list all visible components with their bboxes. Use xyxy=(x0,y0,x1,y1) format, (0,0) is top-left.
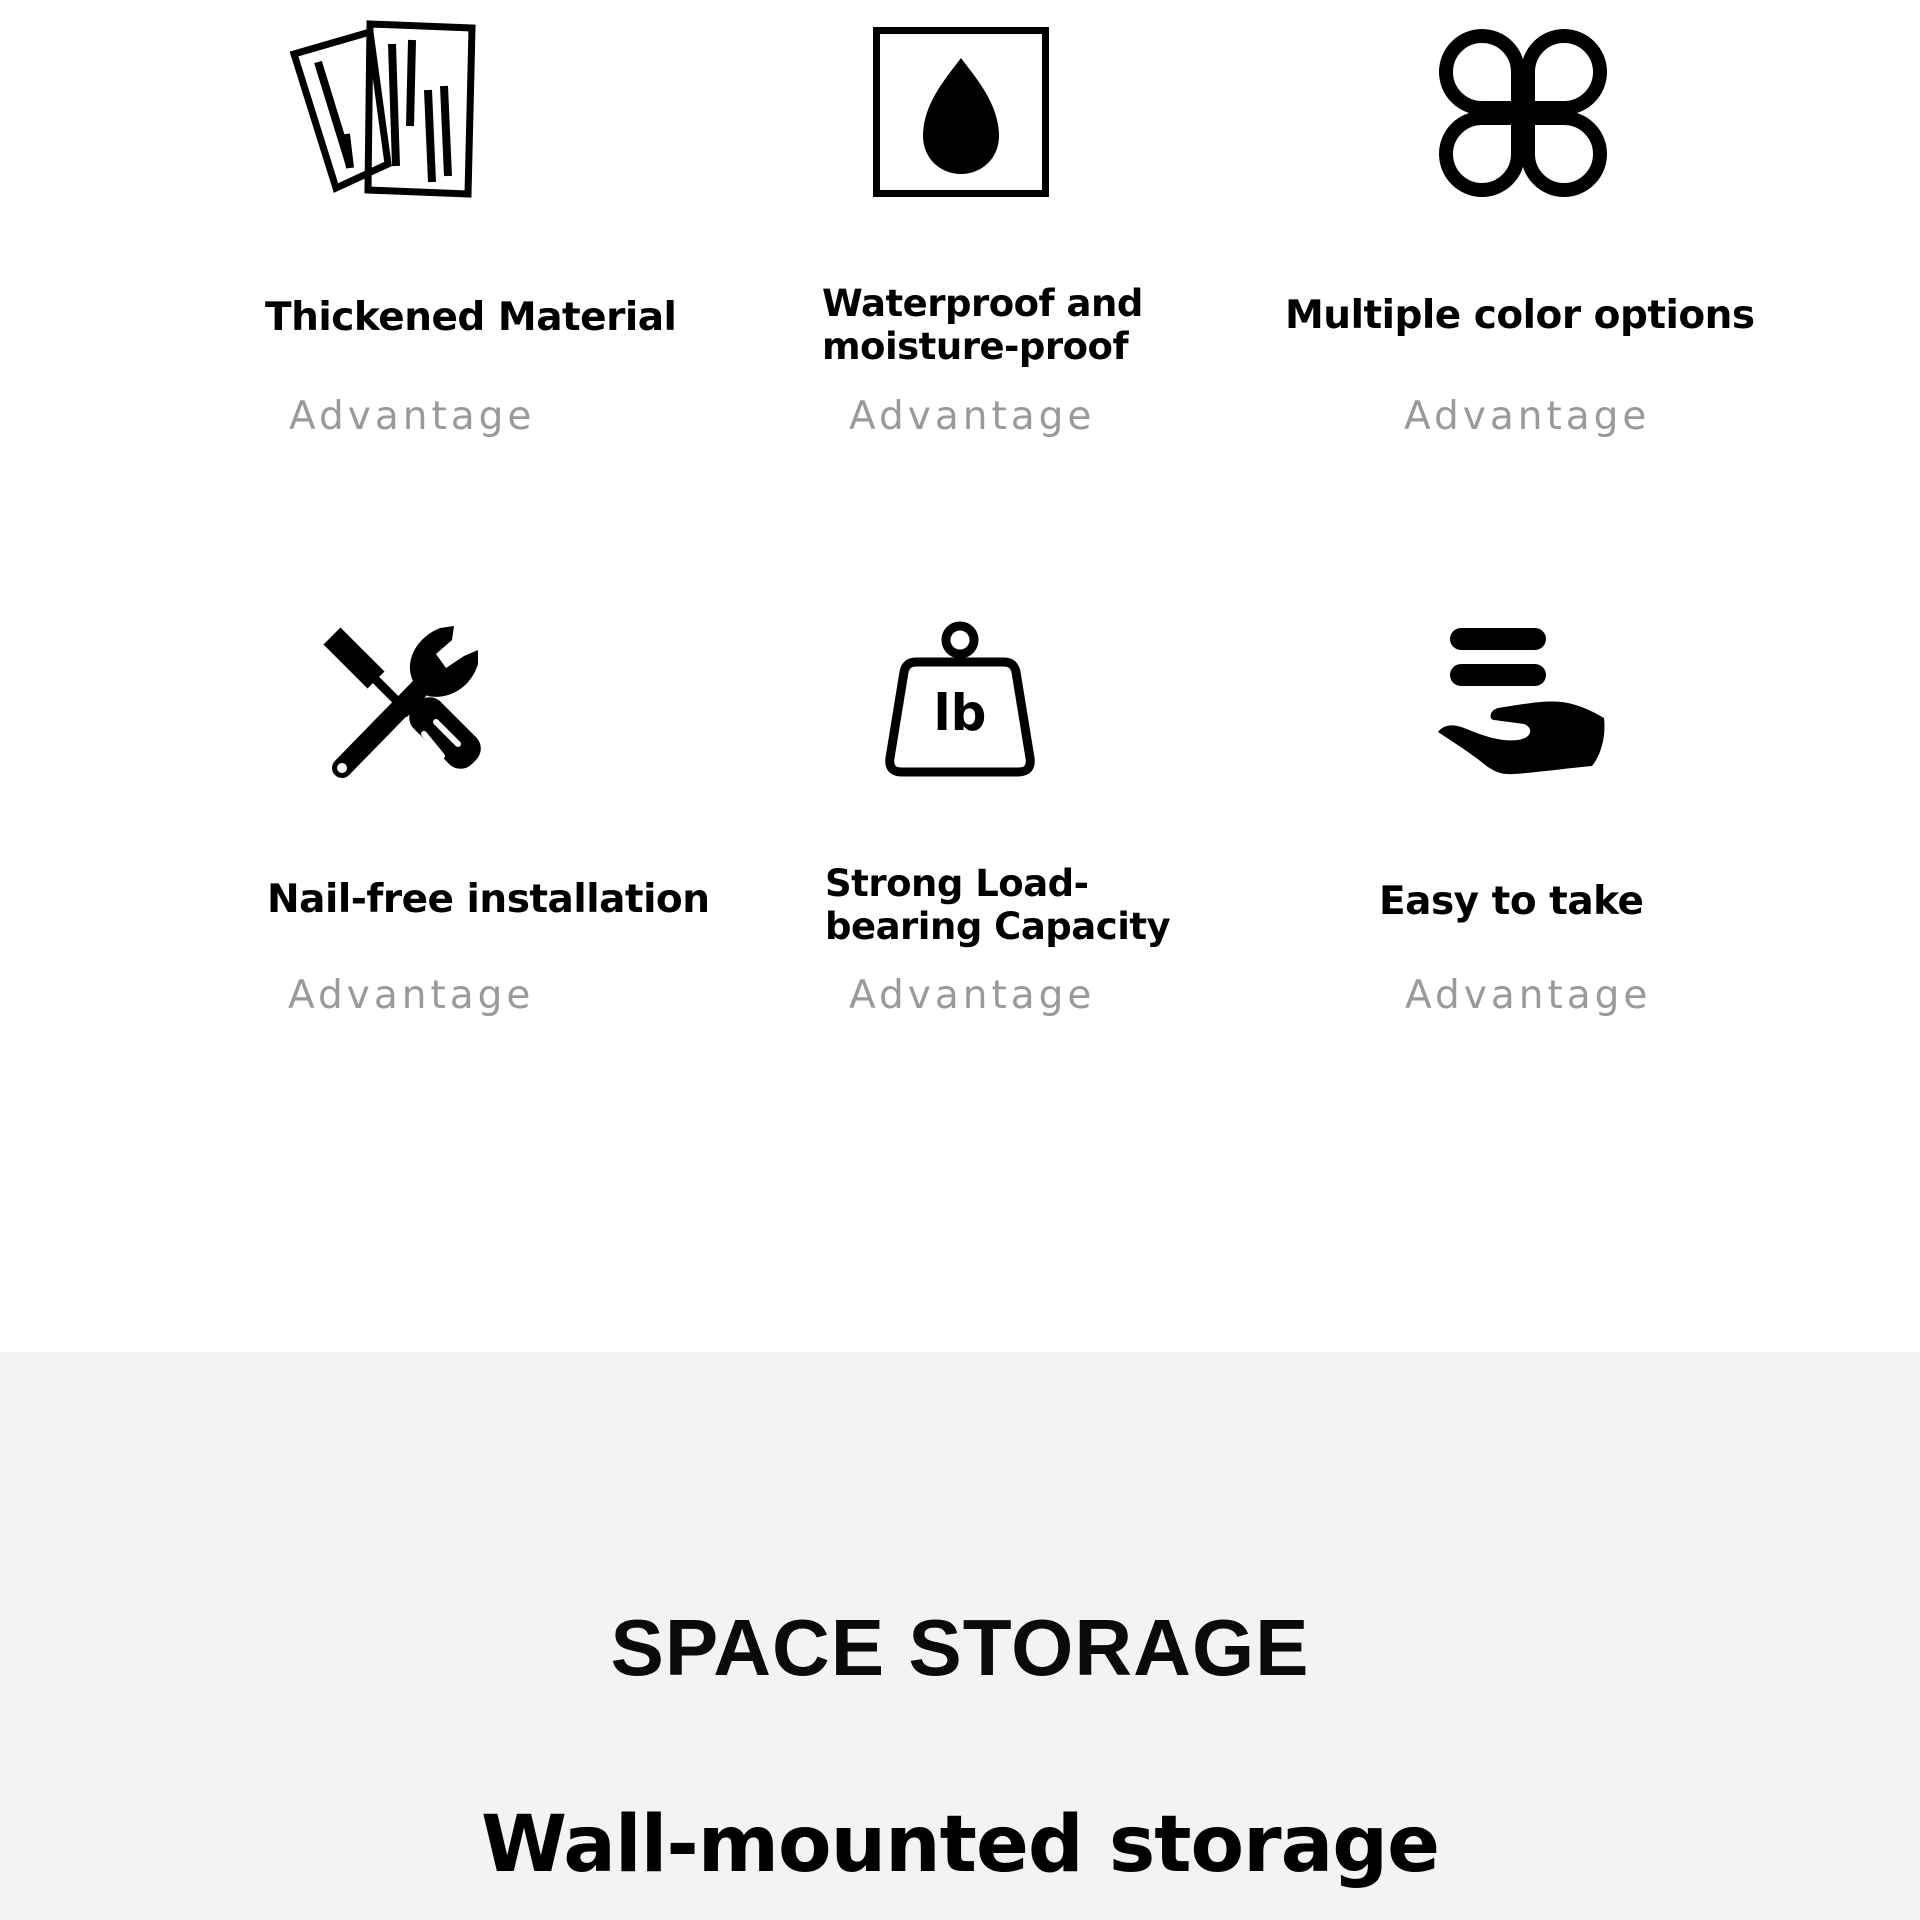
feature-title: Easy to take xyxy=(1379,879,1644,924)
section-subheading: Wall-mounted storage xyxy=(481,1800,1439,1890)
weight-lb-icon xyxy=(884,618,1036,778)
feature-subtitle: Advantage xyxy=(849,973,1096,1018)
hand-icon xyxy=(1434,624,1608,776)
feature-title: Thickened Material xyxy=(265,295,677,340)
feature-subtitle: Advantage xyxy=(1404,394,1651,439)
feature-title: Waterproof and moisture-proof xyxy=(822,282,1143,368)
feature-subtitle: Advantage xyxy=(849,394,1096,439)
section-heading: SPACE STORAGE xyxy=(610,1603,1310,1692)
feature-subtitle: Advantage xyxy=(289,394,536,439)
feature-subtitle: Advantage xyxy=(1405,973,1652,1018)
water-drop-icon xyxy=(872,26,1050,198)
tools-icon xyxy=(318,616,490,782)
boards-icon xyxy=(288,18,480,200)
feature-subtitle: Advantage xyxy=(288,973,535,1018)
feature-title: Multiple color options xyxy=(1285,293,1755,338)
feature-title: Nail-free installation xyxy=(267,877,710,922)
weight-icon-label: lb xyxy=(933,684,987,742)
feature-title: Strong Load-bearing Capacity xyxy=(825,862,1171,948)
color-options-icon xyxy=(1438,28,1608,198)
